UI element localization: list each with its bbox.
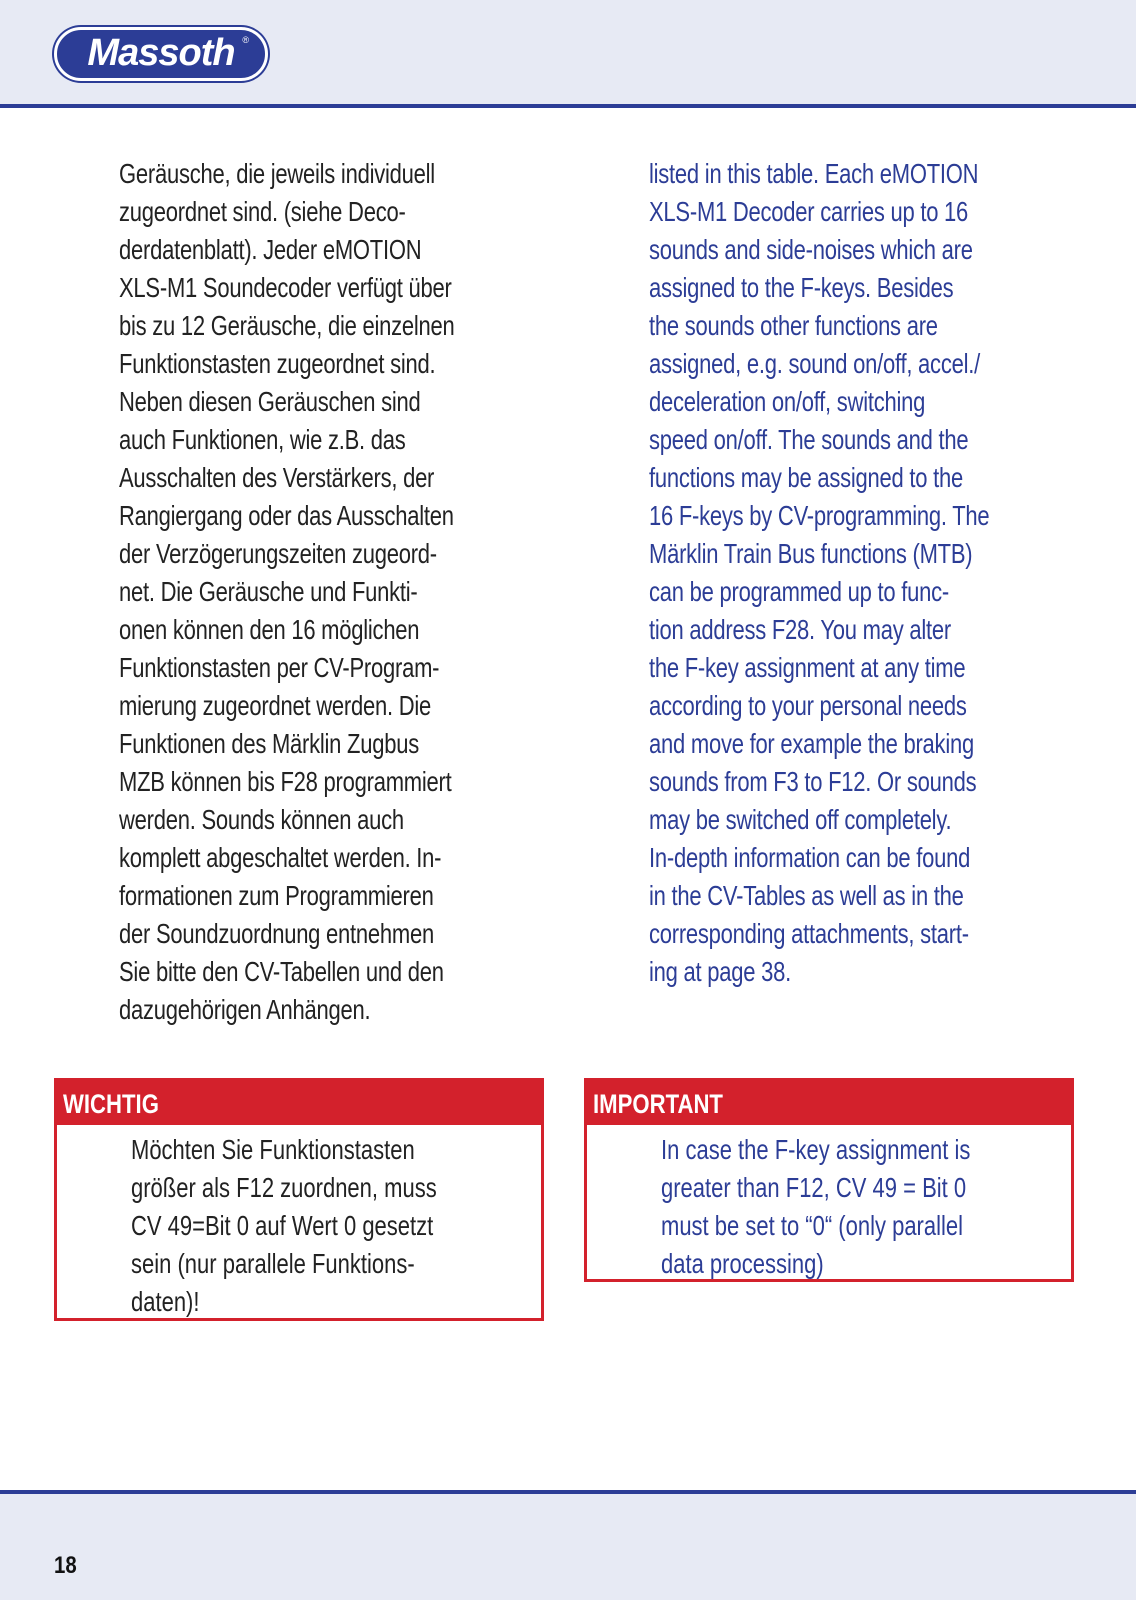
text-line: sounds from F3 to F12. Or sounds [649,766,977,797]
notice-line: greater than F12, CV 49 = Bit 0 [661,1172,967,1203]
text-line: Funktionen des Märklin Zugbus [119,728,419,759]
text-line: the sounds other functions are [649,310,938,341]
text-line: derdatenblatt). Jeder eMOTION [119,234,422,265]
text-line: speed on/off. The sounds and the [649,424,969,455]
text-line: werden. Sounds können auch [119,804,404,835]
text-line: assigned, e.g. sound on/off, accel./ [649,348,980,379]
text-line: Sie bitte den CV-Tabellen und den [119,956,444,987]
text-line: Neben diesen Geräuschen sind [119,386,421,417]
text-line: MZB können bis F28 programmiert [119,766,452,797]
registered-mark: ® [242,35,249,45]
text-line: tion address F28. You may alter [649,614,951,645]
notice-title-bar [57,1081,541,1125]
important-notice-box [584,1078,1074,1282]
notice-body [661,1131,1081,1283]
text-line: onen können den 16 möglichen [119,614,420,645]
text-line: XLS-M1 Soundecoder verfügt über [119,272,452,303]
text-line: functions may be assigned to the [649,462,963,493]
text-line: listed in this table. Each eMOTION [649,158,979,189]
text-line: zugeordnet sind. (siehe Deco- [119,196,406,227]
text-line: sounds and side-noises which are [649,234,973,265]
notice-line: daten)! [131,1286,200,1317]
text-line: Märklin Train Bus functions (MTB) [649,538,973,569]
notice-title-bar [587,1081,1071,1125]
text-line: the F-key assignment at any time [649,652,966,683]
notice-line: In case the F-key assignment is [661,1134,971,1165]
notice-line: sein (nur parallele Funktions- [131,1248,415,1279]
text-line: formationen zum Programmieren [119,880,434,911]
text-line: Ausschalten des Verstärkers, der [119,462,435,493]
english-text-column [649,155,1089,991]
text-line: komplett abgeschaltet werden. In- [119,842,442,873]
notice-line: must be set to “0“ (only parallel [661,1210,964,1241]
text-line: der Verzögerungszeiten zugeord- [119,538,437,569]
text-line: and move for example the braking [649,728,974,759]
page-header [0,0,1136,108]
text-line: bis zu 12 Geräusche, die einzelnen [119,310,455,341]
text-line: can be programmed up to func- [649,576,949,607]
notice-body [131,1131,551,1321]
notice-title: IMPORTANT [593,1089,723,1119]
notice-line: Möchten Sie Funktionstasten [131,1134,415,1165]
wichtig-notice-box [54,1078,544,1321]
text-line: dazugehörigen Anhängen. [119,994,371,1025]
text-line: assigned to the F-keys. Besides [649,272,954,303]
text-line: der Soundzuordnung entnehmen [119,918,434,949]
text-line: may be switched off completely. [649,804,952,835]
text-line: mierung zugeordnet werden. Die [119,690,431,721]
text-line: in the CV-Tables as well as in the [649,880,964,911]
text-line: auch Funktionen, wie z.B. das [119,424,406,455]
german-text-column [119,155,559,1029]
text-line: 16 F-keys by CV-programming. The [649,500,990,531]
notice-line: größer als F12 zuordnen, muss [131,1172,437,1203]
logo-text: Massoth [87,32,235,74]
text-line: Rangiergang oder das Ausschalten [119,500,454,531]
text-line: Geräusche, die jeweils individuell [119,158,435,189]
massoth-logo [54,27,268,81]
notice-line: CV 49=Bit 0 auf Wert 0 gesetzt [131,1210,434,1241]
text-line: net. Die Geräusche und Funkti- [119,576,418,607]
text-line: XLS-M1 Decoder carries up to 16 [649,196,969,227]
text-line: deceleration on/off, switching [649,386,926,417]
page-number: 18 [54,1552,77,1579]
notice-line: data processing) [661,1248,824,1279]
text-line: Funktionstasten per CV-Program- [119,652,440,683]
page-footer [0,1490,1136,1600]
text-line: corresponding attachments, start- [649,918,969,949]
notice-title: WICHTIG [63,1089,159,1119]
text-line: according to your personal needs [649,690,967,721]
text-line: ing at page 38. [649,956,791,987]
text-line: Funktionstasten zugeordnet sind. [119,348,436,379]
text-line: In-depth information can be found [649,842,971,873]
